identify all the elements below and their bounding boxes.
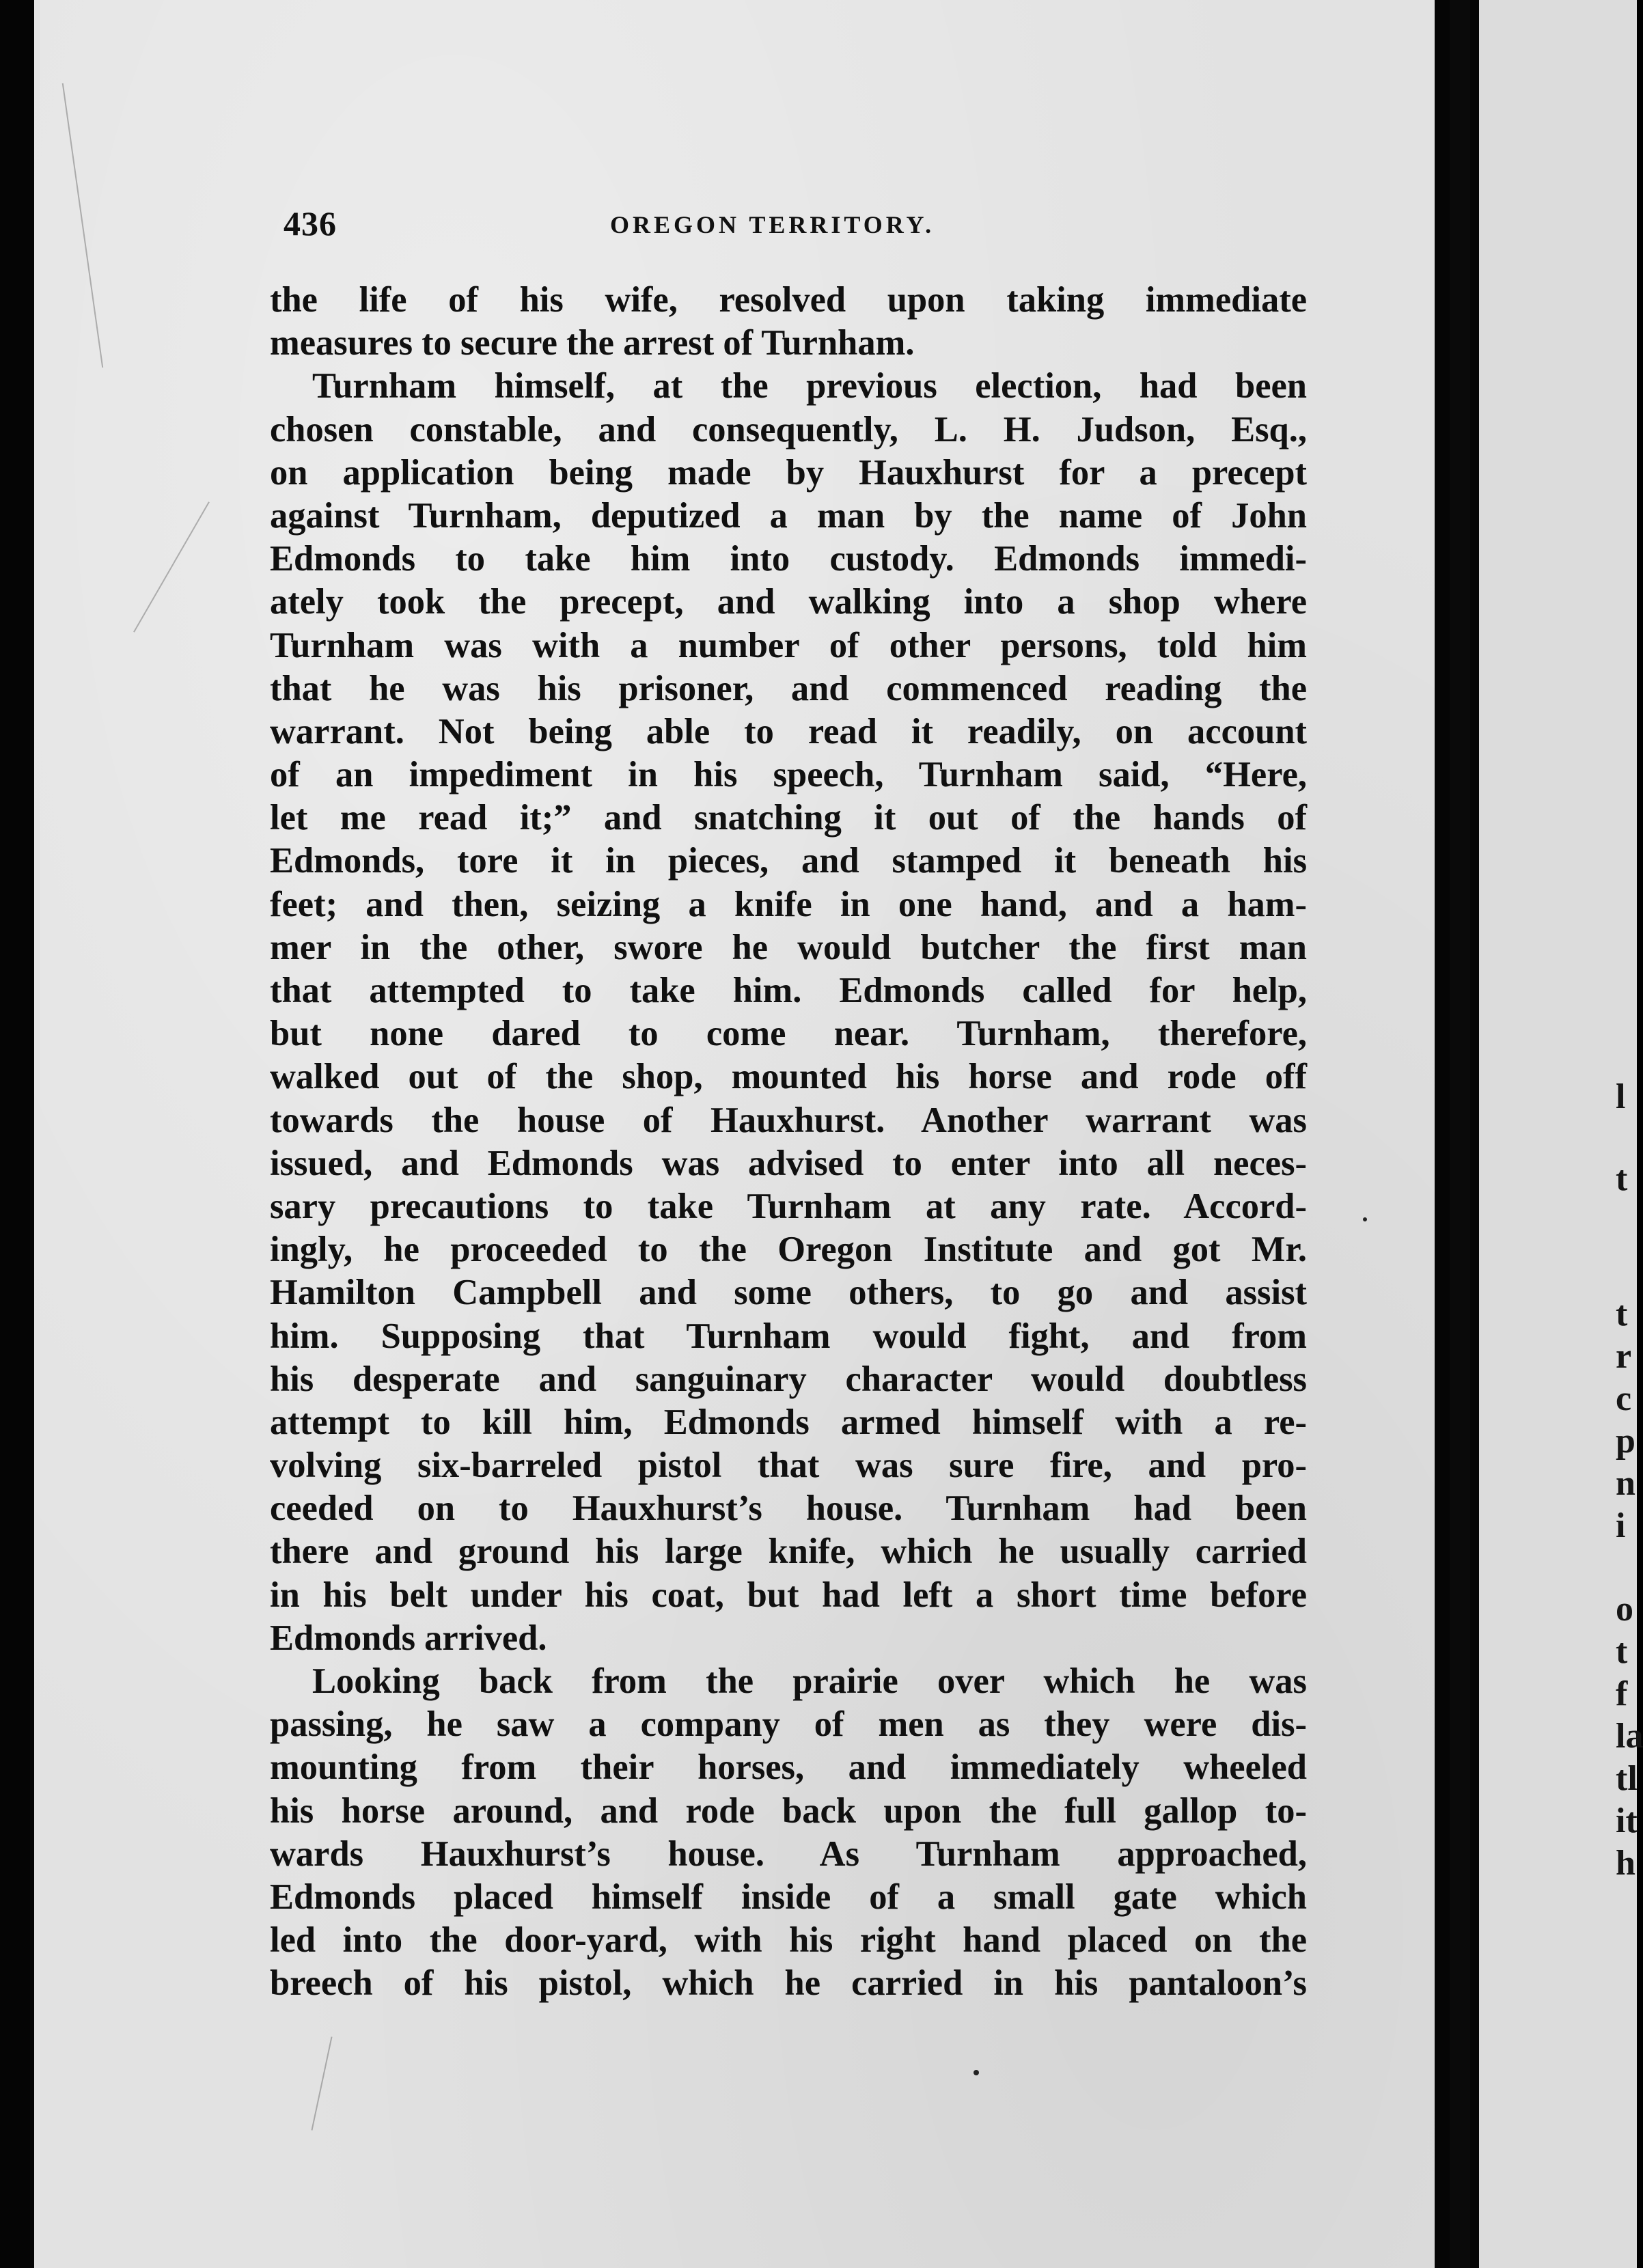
- text-line: Hamilton Campbell and some others, to go and assist: [270, 1273, 1307, 1313]
- text-line: let me read it;” and snatching it out of the hands of: [270, 798, 1307, 838]
- adjacent-page-fragment: r: [1616, 1337, 1632, 1376]
- adjacent-page-fragment: c: [1616, 1379, 1632, 1418]
- adjacent-page-fragment: n: [1616, 1464, 1635, 1503]
- adjacent-page-fragment: l: [1616, 1077, 1626, 1116]
- text-line: of an impediment in his speech, Turnham said, “Here,: [270, 755, 1307, 795]
- adjacent-page-fragment: f: [1616, 1674, 1628, 1713]
- adjacent-page-fragment: tl: [1616, 1759, 1638, 1798]
- text-line: chosen constable, and consequently, L. H. Judson, Esq.,: [270, 409, 1307, 450]
- text-line: on application being made by Hauxhurst for a precept: [270, 452, 1307, 493]
- paper-crease: [133, 501, 210, 633]
- ink-speck: [974, 2070, 979, 2075]
- adjacent-page-fragment: o: [1616, 1590, 1633, 1629]
- text-line: led into the door-yard, with his right hand placed on the: [270, 1920, 1307, 1961]
- body-text: [270, 279, 1307, 2006]
- text-line: there and ground his large knife, which he usually carried: [270, 1532, 1307, 1572]
- text-line: him. Supposing that Turnham would fight, and from: [270, 1316, 1307, 1356]
- text-line: Turnham himself, at the previous election, had been: [312, 366, 1307, 406]
- text-line: sary precautions to take Turnham at any rate. Accord-: [270, 1186, 1307, 1226]
- text-line: Turnham was with a number of other persons, told him: [270, 625, 1307, 665]
- text-line: wards Hauxhurst’s house. As Turnham approached,: [270, 1834, 1307, 1874]
- adjacent-page-fragment: h: [1616, 1844, 1635, 1883]
- adjacent-page-fragment: p: [1616, 1422, 1635, 1461]
- text-line: measures to secure the arrest of Turnham.: [270, 323, 915, 363]
- text-line: but none dared to come near. Turnham, therefore,: [270, 1014, 1307, 1054]
- text-line: issued, and Edmonds was advised to enter into all neces-: [270, 1143, 1307, 1183]
- text-line: mer in the other, swore he would butcher the first man: [270, 927, 1307, 967]
- text-line: Looking back from the prairie over which he was: [312, 1661, 1307, 1701]
- adjacent-page-fragment: it: [1616, 1801, 1638, 1840]
- text-line: that attempted to take him. Edmonds called for help,: [270, 971, 1307, 1010]
- adjacent-page-fragment: i: [1616, 1506, 1626, 1545]
- adjacent-page-fragment: t: [1616, 1632, 1628, 1671]
- text-line: warrant. Not being able to read it readily, on account: [270, 711, 1307, 751]
- text-line: Edmonds placed himself inside of a small gate which: [270, 1877, 1307, 1917]
- page-gutter: [1450, 0, 1470, 2268]
- text-line: in his belt under his coat, but had left a short time before: [270, 1575, 1307, 1615]
- text-line: feet; and then, seizing a knife in one hand, and a ham-: [270, 884, 1307, 924]
- text-line: mounting from their horses, and immediately wheeled: [270, 1747, 1307, 1788]
- adjacent-page-fragment: la: [1616, 1717, 1643, 1756]
- text-line: Edmonds to take him into custody. Edmonds immedi-: [270, 539, 1307, 579]
- text-line: breech of his pistol, which he carried in his pantaloon’s: [270, 1963, 1307, 2004]
- text-line: ceeded on to Hauxhurst’s house. Turnham had been: [270, 1489, 1307, 1529]
- paper-crease: [311, 2036, 332, 2130]
- adjacent-page-edge: [1479, 0, 1643, 2268]
- text-line: Edmonds, tore it in pieces, and stamped it beneath his: [270, 841, 1307, 881]
- text-line: walked out of the shop, mounted his horse and rode off: [270, 1057, 1307, 1097]
- text-line: ingly, he proceeded to the Oregon Institute and got Mr.: [270, 1230, 1307, 1270]
- text-line: towards the house of Hauxhurst. Another warrant was: [270, 1100, 1307, 1140]
- text-line: his horse around, and rode back upon the full gallop to-: [270, 1790, 1307, 1831]
- text-line: that he was his prisoner, and commenced reading the: [270, 668, 1307, 708]
- text-line: ately took the precept, and walking into a shop where: [270, 582, 1307, 622]
- text-line: against Turnham, deputized a man by the name of John: [270, 495, 1307, 536]
- text-line: Edmonds arrived.: [270, 1618, 547, 1658]
- page-number: 436: [284, 204, 337, 243]
- text-line: his desperate and sanguinary character would doubtless: [270, 1359, 1307, 1399]
- paper-crease: [62, 83, 103, 368]
- adjacent-page-fragment: t: [1616, 1159, 1628, 1198]
- running-head: OREGON TERRITORY.: [610, 211, 935, 238]
- text-line: volving six-barreled pistol that was sure fire, and pro-: [270, 1446, 1307, 1486]
- text-line: passing, he saw a company of men as they were dis-: [270, 1704, 1307, 1745]
- ink-speck: [1363, 1217, 1367, 1221]
- page-header: [284, 204, 1308, 245]
- text-line: the life of his wife, resolved upon taking immediate: [270, 280, 1307, 320]
- adjacent-page-fragment: t: [1616, 1295, 1628, 1333]
- text-line: attempt to kill him, Edmonds armed himself with a re-: [270, 1402, 1307, 1442]
